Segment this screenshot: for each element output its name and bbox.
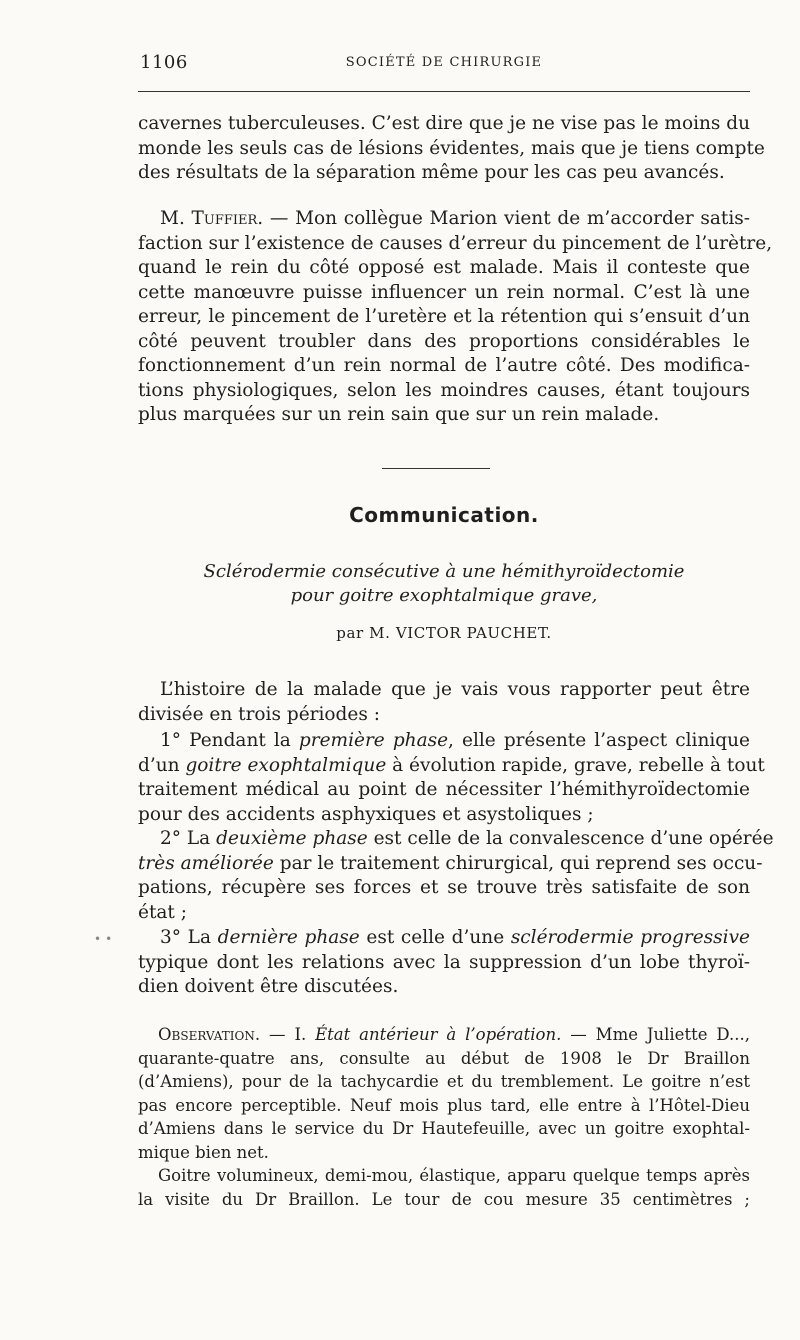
text-line: fonctionnement d’un rein normal de l’autre côté. Des modifica- <box>138 355 750 376</box>
italic-term: État antérieur à l’opération. <box>315 1025 562 1044</box>
text-fragment: — Mon collègue Marion vient de m’accorder satis- <box>263 208 750 229</box>
text-fragment: est celle d’une <box>359 927 511 948</box>
text-line: plus marquées sur un rein sain que sur un rein malade. <box>138 404 660 425</box>
text-line: pour des accidents asphyxiques et asystoliques ; <box>138 803 594 825</box>
italic-term: très améliorée <box>138 852 274 874</box>
text-line: cette manœuvre puisse influencer un rein normal. C’est là une <box>138 281 750 303</box>
paragraph-tuffier <box>138 207 773 428</box>
italic-term: dernière phase <box>217 927 360 948</box>
communication-subtitle-line-2: pour goitre exophtalmique grave, <box>290 585 598 606</box>
italic-term: première phase <box>298 730 449 751</box>
italic-term: deuxième phase <box>216 828 368 849</box>
observation-paragraph <box>138 1023 750 1164</box>
text-line <box>138 207 750 232</box>
text-line: erreur, le pincement de l’uretère et la rétention qui s’ensuit d’un <box>138 306 750 327</box>
text-line: la visite du Dr Braillon. Le tour de cou mesure 35 centimètres ; <box>138 1189 750 1209</box>
text-line <box>138 754 765 779</box>
paragraph-continuation <box>138 112 765 186</box>
text-line <box>138 1023 750 1047</box>
text-line: pations, récupère ses forces et se trouve très satisfaite de son <box>138 877 750 898</box>
text-fragment: , elle présente l’aspect clinique <box>448 730 750 751</box>
text-fragment: 1° Pendant la <box>160 730 299 751</box>
section-separator <box>382 468 490 469</box>
italic-term: goitre exophtalmique <box>185 754 387 776</box>
observation-paragraph-2 <box>138 1164 750 1211</box>
text-line: typique dont les relations avec la suppression d’un lobe thyroï- <box>138 951 750 973</box>
text-line: des résultats de la séparation même pour les cas peu avancés. <box>138 162 725 183</box>
author-line: par M. VICTOR PAUCHET. <box>336 624 552 642</box>
communication-subtitle-line-1: Sclérodermie consécutive à une hémithyroïdectomie <box>203 561 685 582</box>
text-line: dien doivent être discutées. <box>138 976 399 997</box>
text-line: pas encore perceptible. Neuf mois plus tard, elle entre à l’Hôtel-Dieu <box>138 1095 750 1115</box>
margin-mark: •• <box>94 932 117 946</box>
list-item-phase-1 <box>138 729 765 827</box>
text-line: faction sur l’existence de causes d’erreur du pincement de l’urètre, <box>138 232 773 254</box>
text-line: tions physiologiques, selon les moindres causes, étant toujours <box>138 379 750 401</box>
page-number: 1106 <box>140 52 188 73</box>
text-line <box>138 827 774 852</box>
text-line: monde les seuls cas de lésions évidentes, mais que je tiens compte <box>138 137 765 159</box>
text-fragment: — Mme Juliette D..., <box>561 1025 751 1044</box>
list-item-phase-3 <box>138 926 750 1000</box>
text-line <box>138 852 763 877</box>
text-line: d’Amiens dans le service du Dr Hautefeuille, avec un goitre exophtal- <box>138 1119 750 1138</box>
list-item-phase-2 <box>138 827 774 925</box>
text-line: divisée en trois périodes : <box>138 703 380 725</box>
text-line: cavernes tuberculeuses. C’est dire que je ne vise pas le moins du <box>138 113 751 134</box>
text-line: traitement médical au point de nécessiter l’hémithyroïdectomie <box>138 779 750 800</box>
header-rule <box>138 91 750 92</box>
text-fragment: à évolution rapide, grave, rebelle à tout <box>386 754 765 776</box>
text-line <box>138 926 750 951</box>
text-fragment: 2° La <box>160 828 217 849</box>
text-fragment: est celle de la convalescence d’une opérée <box>367 828 774 849</box>
text-line: L’histoire de la malade que je vais vous rapporter peut être <box>160 679 750 700</box>
text-line: (d’Amiens), pour de la tachycardie et du tremblement. Le goitre n’est <box>138 1072 750 1091</box>
text-line: côté peuvent troubler dans des proportions considérables le <box>138 330 750 352</box>
page-header <box>138 48 750 78</box>
section-title: Communication. <box>349 503 539 527</box>
italic-term: sclérodermie progressive <box>510 927 750 948</box>
running-title: SOCIÉTÉ DE CHIRURGIE <box>345 55 543 70</box>
text-line: quarante-quatre ans, consulte au début de 1908 le Dr Braillon <box>138 1048 750 1068</box>
observation-label: Observation. <box>158 1025 261 1044</box>
text-fragment: — I. <box>260 1025 316 1044</box>
text-line: mique bien net. <box>138 1142 269 1162</box>
text-fragment: 3° La <box>160 927 218 948</box>
paragraph-intro <box>138 678 750 727</box>
text-line: état ; <box>138 901 187 923</box>
text-line <box>138 729 750 754</box>
text-line: Goitre volumineux, demi-mou, élastique, apparu quelque temps après <box>158 1166 750 1185</box>
text-fragment: d’un <box>138 754 186 776</box>
speaker-name: M. Tuffier. <box>160 208 264 229</box>
text-line: quand le rein du côté opposé est malade. Mais il conteste que <box>138 257 750 278</box>
text-fragment: par le traitement chirurgical, qui reprend ses occu- <box>273 852 763 874</box>
